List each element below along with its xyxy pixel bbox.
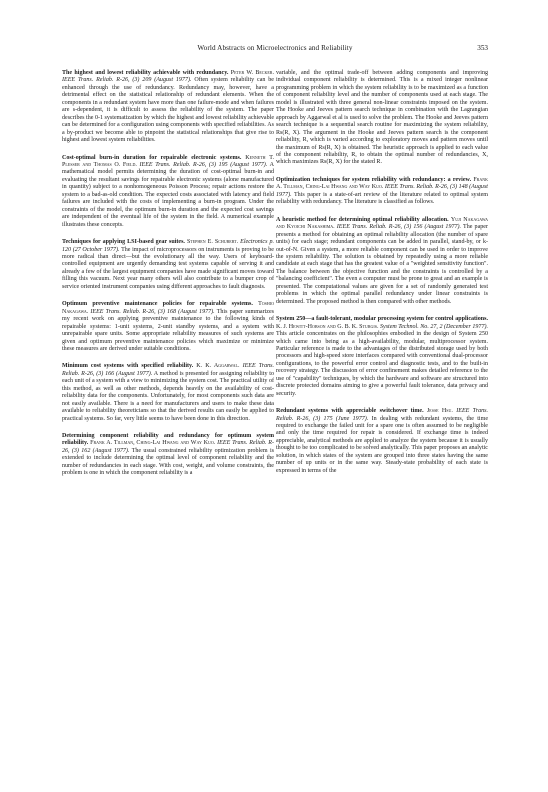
abstract-source: System Technol. No. 27, 2 (December 1977). (379, 323, 488, 330)
abstract-title: Determining component reliability and redundancy for optimum system reliability. (62, 433, 274, 447)
abstract-entry (276, 316, 488, 398)
abstract-authors: K. J. Hewitt-Hobson and G. B. K. Sturgis. (276, 323, 379, 330)
abstract-paragraph (62, 433, 274, 478)
abstract-authors: Peter W. Becker. (230, 70, 274, 76)
abstract-authors: Frank A. Tillman, Ching-Lai Hwang and Way Kuo. (90, 440, 216, 447)
abstract-title: Minimum cost systems with specified reliability. (62, 363, 194, 370)
abstract-paragraph (62, 239, 274, 291)
abstract-source: IEEE Trans. Reliab. R-26, (3) 195 (August 1977). (139, 161, 268, 168)
abstract-entry (62, 239, 274, 291)
abstract-body: The paper presents a method for obtaining an optimal reliability allocation (the number of spare units) for each stage; redundant components can be added in parallel, stand-by, or k-out-of-N. Given a system, a more reliable component can be used in order to improve the system reliability. The solution is obtained by repeatedly using a more reliable candidate at each stage that has the greatest value of a "weighted sensitivity function". The balance between the objective function and the constraints is controlled by a "balancing coefficient". The even a computer must be prone to great and an example is presented. The computational values are given for a set of randomly generated test problems in which the optimal parallel redundancy under linear constraints is determined. The proposed method is then compared with other methods. (276, 224, 488, 305)
abstract-authors: Kenneth T. Plesser and Thomas O. Field. (62, 154, 274, 168)
abstract-body: In dealing with redundant systems, the time required to exchange the failed unit for a spare one is often assumed to be negligible and only the time required for repair is considered. If exchange time is indeed appreciable, analytical methods are applied to analyze the system because it is usually thought to be too complicated to be solved analytically. This paper proposes an analytic solution, in which states of the system are grouped into three states having the same number of up units or in the same way. Steady-state probability of each state is expressed in terms of the (276, 415, 488, 474)
abstract-title: Optimum preventive maintenance policies for repairable systems. (62, 301, 253, 308)
abstract-entry (62, 70, 274, 145)
abstract-authors: Stephen E. Schubert. (186, 239, 239, 246)
abstract-paragraph (62, 301, 274, 353)
abstract-source: IEEE Trans. Reliab. R-26, (3) 166 (August 1977). (62, 363, 275, 377)
abstract-authors: K. K. Aggarwal. (196, 363, 240, 370)
page-number: 353 (477, 44, 488, 52)
abstract-entry (276, 70, 488, 167)
abstract-title: A heuristic method for determining optimal reliability allocation. (276, 216, 449, 223)
abstract-paragraph (276, 408, 488, 475)
abstract-paragraph (62, 70, 274, 145)
left-column (62, 70, 274, 488)
abstract-entry (276, 177, 488, 207)
abstract-source: IEEE Trans. Reliab. R-26, (3) 175 (June 1977). (276, 408, 488, 422)
abstract-entry (62, 301, 274, 353)
abstract-entry (62, 363, 274, 423)
abstract-source: IEEE Trans. Reliab. R-26, (3) 156 (August 1977). (336, 224, 462, 231)
journal-title: World Abstracts on Microelectronics and Reliability (197, 44, 353, 52)
abstract-body: The usual constrained reliability optimization problem is extended to include determining the optimal level of component reliability and the number of redundancies in each stage. With cost, weight, and volume constraints, the problem is one in which the component reliability is a (62, 447, 274, 477)
abstract-source: Electronics p. 120 (27 October 1977). (62, 239, 274, 253)
abstract-body: variable, and the optimal trade-off between adding components and improving individual component reliability is determined. This is a mixed integer nonlinear programming problem in which the system reliability is to be maximized as a function of component reliability level and the number of components used at each stage. The model is illustrated with three general non-linear constraints imposed on the system. The Hooke and Jeeves pattern search technique in combination with the Lagrangian approach by Aggarwal et al is used to solve the problem. The Hooke and Jeeves pattern search technique is a sequential search routine for maximizing the system reliability, Rs(R, X). The argument in the Hooke and Jeeves pattern search is the component reliability, R, which is varied according to exploratory moves and pattern moves until the maximum of Rs(R, X) is obtained. The heuristic approach is applied to each value of the component reliability, R, to obtain the optimal number of redundancies, X, which maximizes Rs(R, X) for the stated R. (276, 70, 488, 166)
abstract-title: The highest and lowest reliability achievable with redundancy. (62, 70, 229, 76)
abstract-title: Optimization techniques for system reliability with redundancy: a review. (276, 176, 472, 183)
abstract-body: This paper summarizes my recent work on applying preventive maintenance to the following kinds of repairable systems: 1-unit systems, 2-unit standby systems, and a system with unrepairable spare units. Some appropriate reliability measures of such systems are given and optimum preventive maintenance policies which maximize or minimize these measures are derived under suitable conditions. (62, 308, 274, 352)
abstract-authors: Frank A. Tillman, Ching-Lai Hwang and Way Kuo. (276, 176, 489, 191)
abstract-source: IEEE Trans. Reliab. R-26, (3) 148 (August 1977). (276, 184, 488, 198)
abstract-title: Cost-optimal burn-in duration for repairable electronic systems. (62, 154, 242, 161)
abstract-paragraph (62, 155, 274, 230)
abstract-authors: Toshio Nakagawa. (62, 301, 274, 315)
abstract-source: IEEE Trans. Reliab. R-26, (3) 162 (August 1977). (62, 440, 275, 454)
abstract-entry (62, 155, 274, 230)
abstract-title: Redundant systems with appreciable switchover time. (276, 408, 424, 415)
abstract-authors: Jesse Hsu. (426, 408, 453, 415)
abstract-paragraph (276, 217, 488, 306)
abstract-source: IEEE Trans. Reliab. R-26, (3) 168 (August 1977). (90, 308, 215, 315)
running-header (62, 44, 488, 56)
abstract-title: Techniques for applying LSI-based gear suites. (62, 239, 185, 246)
abstract-source: IEEE Trans. Reliab. R-26, (3) 209 (August 1977). (62, 77, 192, 84)
abstract-entry (62, 433, 274, 478)
abstract-entry (276, 408, 488, 475)
abstract-body: A mathematical model permits determining the duration of cost-optimal burn-in and evaluating the resultant savings for repairable electronic systems (alone manufactured in quantity) subject to a nonhomogeneous Poisson Process; repair actions restore the system to a bad-as-old condition. The expected costs associated with latency and field failures are included with the costs of implementing a burn-in program. Under the constraints of the model, the optimum burn-in duration and the expected cost savings are independent of the eventual life of the system in the field. A numerical example illustrates these concepts. (62, 161, 274, 228)
abstract-body: Often system reliability can be enhanced through the use of redundancy. Redundancy may, however, have a detrimental effect on the statistical relationship of redundant elements. When the components in a redundant system have more than one failure-mode and when failures are s-dependent, it is difficult to assess the reliability of the system. The paper describes the 0-1 systematization by which the highest and lowest reliability achievable can be determined for a configuration using components with specified reliabilities. As a by-product we become able to pinpoint the statistical relationships that give rise to highest and lowest system reliabilities. (62, 77, 274, 144)
abstract-paragraph (62, 363, 274, 423)
abstract-paragraph (276, 316, 488, 398)
abstract-body: This paper is a state-of-art review of the literature related to optimal system reliability with redundancy. The literature is classified as follows. (276, 191, 489, 206)
abstract-entry (276, 217, 488, 306)
abstract-paragraph (276, 70, 488, 167)
abstract-body: A method is presented for assigning reliability to each unit of a system with a view to minimizing the system cost. The practical utility of this method, as well as other methods, depends heavily on the availability of cost-reliability data for the components. Unfortunately, for most components such data are not easily available. There is a need for manufacturers and users to make these data available to reliability theoreticians so that the derived results can easily be applied to practical systems. So far, very little seems to have been done in this direction. (62, 370, 275, 422)
abstract-body: The impact of microprocessors on instruments is proving to be more radical than direct—but the evolutionary all the way. Users of keyboard-controlled equipment are urgently demanding test systems capable of serving it and already a few of the largest equipment companies have made significant moves toward filling this vacuum. Next year many others will also contribute to a bumper crop of service oriented instrument companies using different approaches to fault diagnosis. (62, 246, 274, 290)
right-column (276, 70, 488, 485)
abstract-body: This article concentrates on the philosophies embodied in the design of System 250 which came into being as a high-availability, modular, multiprocessor system. Particular reference is made to the advantages of the distributed storage used by both processors and high-speed store interfaces compared with conventional dual-processor configurations, to the powerful error control and diagnostic tests, and to the built-in recovery strategy. The discussion of error confinement makes detailed reference to the use of "capability" techniques, by which the hardware and software are structured into discrete protected domains aiming to give a powerful fault tolerance, data privacy and security. (276, 331, 488, 397)
abstract-paragraph (276, 177, 488, 207)
abstract-authors: Yuji Nakagawa and Kyoichi Nakashima. (276, 216, 489, 231)
abstract-title: System 250—a fault-tolerant, modular processing system for control applications. (276, 316, 488, 323)
